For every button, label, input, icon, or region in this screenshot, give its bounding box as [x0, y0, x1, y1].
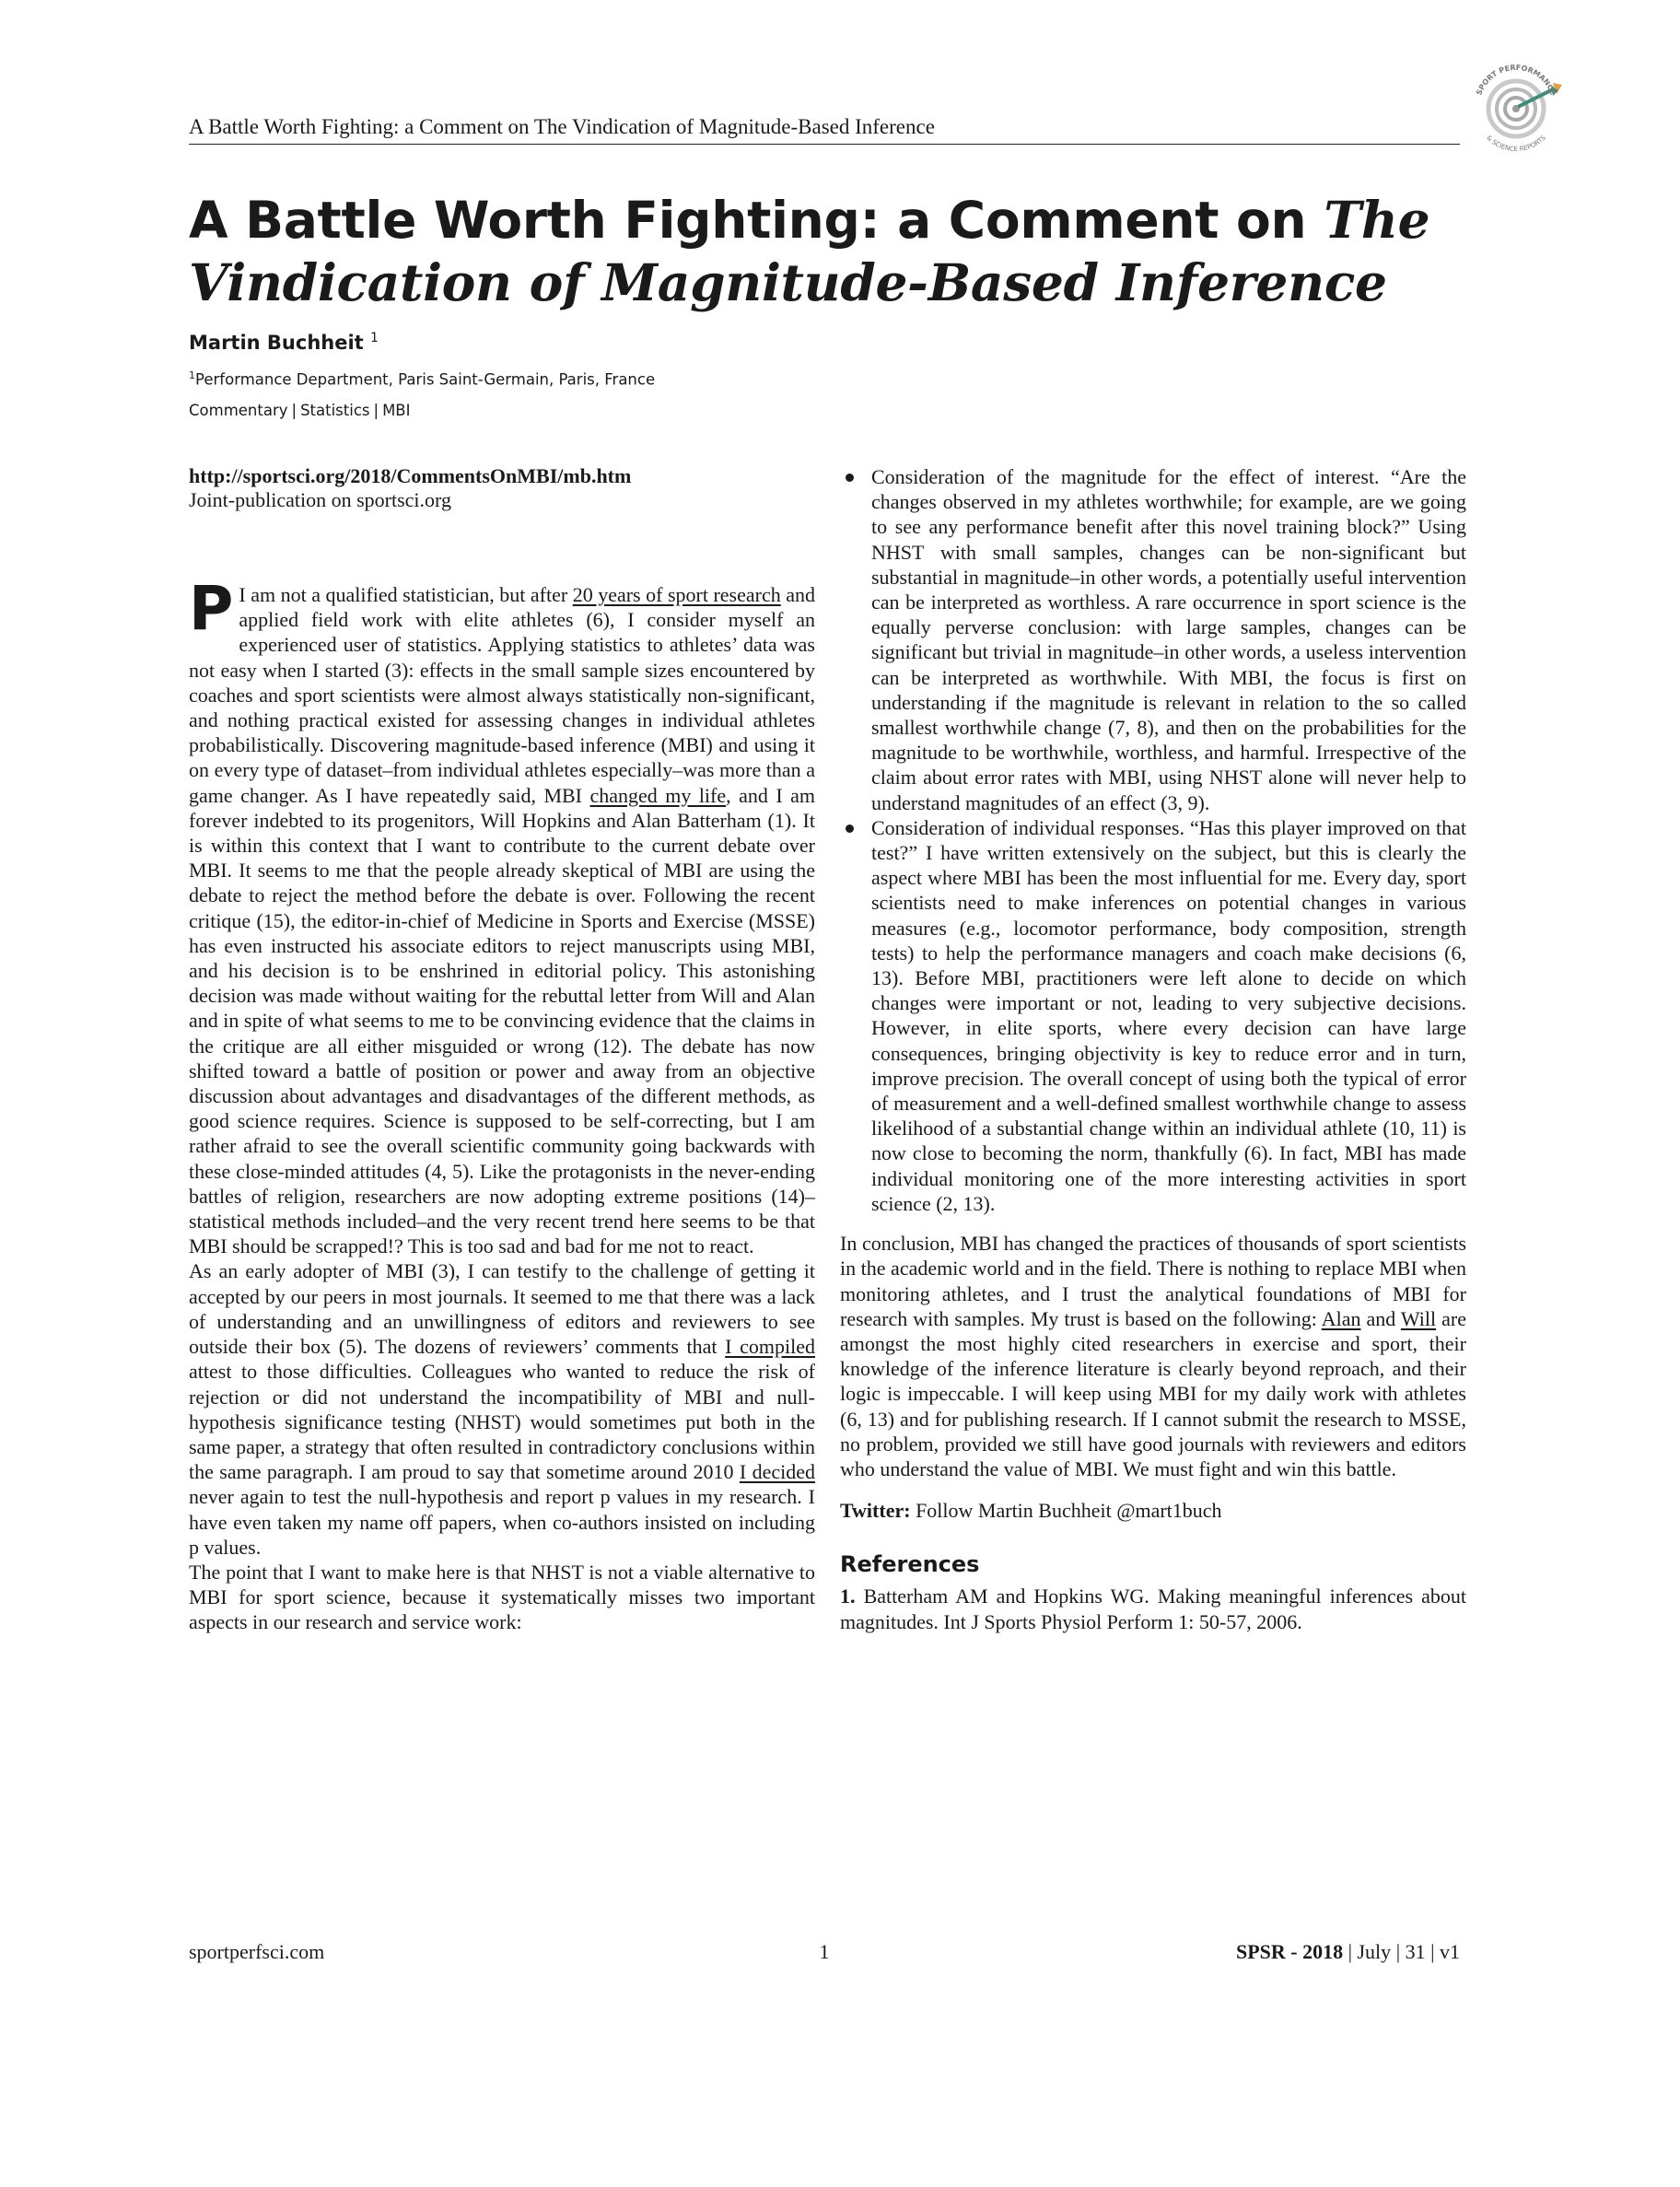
running-header	[189, 112, 1460, 145]
link-i-decided[interactable]: I decided	[739, 1460, 816, 1484]
logo-text-top: SPORT PERFORMANCE	[1475, 63, 1558, 97]
drop-cap: P	[189, 573, 234, 644]
right-column	[840, 464, 1466, 1634]
reference-item: 1. Batterham AM and Hopkins WG. Making meaningful inferences about magnitudes. Int J Sports Physiol Perform 1: 50-57, 2006.	[840, 1585, 1466, 1633]
paragraph-point: The point that I want to make here is that NHST is not a viable alternative to MBI for sport science, because it systematically misses two important aspects in our research and service work:	[189, 1560, 815, 1634]
page-number: 1	[819, 1940, 830, 1963]
joint-publication: Joint-publication on sportsci.org	[189, 488, 451, 511]
twitter-line	[840, 1498, 1466, 1523]
article-url[interactable]: http://sportsci.org/2018/CommentsOnMBI/mb.htm	[189, 464, 632, 487]
twitter-label: Twitter:	[840, 1499, 911, 1523]
paragraph-intro: P I am not a qualified statistician, but after 20 years of sport research and applied field work with elite athletes (6), I consider myself an experienced user of statistics. Applying statistics to athletes’ data was not easy when I started (3): effects in the small sample sizes encountered by coaches and sport scientists were almost always statistically non-significant, and nothing practical existed for assessing changes in individual athletes probabilistically. Discovering magnitude-based inference (MBI) and using it on every type of dataset–from individual athletes especially–was more than a game changer. As I have repeatedly said, MBI changed my life, and I am forever indebted to its progenitors, Will Hopkins and Alan Batterham (1). It is within this context that I want to contribute to the current debate over MBI. It seems to me that the people already skeptical of MBI are using the debate to reject the method before the debate is over. Following the recent critique (15), the editor-in-chief of Medicine in Sports and Exercise (MSSE) has even instructed his associate editors to reject manuscripts using MBI, and his decision is to be enshrined in editorial policy. This astonishing decision was made without waiting for the rebuttal letter from Will and Alan and in spite of what seems to me to be convincing evidence that the claims in the critique are all either misguided or wrong (12). The debate has now shifted toward a battle of position or power and away from an objective discussion about advantages and disadvantages of the different methods, as good science requires. Science is supposed to be self-correcting, but I am rather afraid to see the overall scientific community going backwards with these close-minded attitudes (4, 5). Like the protagonists in the never-ending battles of religion, researchers are now adopting extreme positions (14)–statistical methods included–and the very recent trend here seems to be that MBI should be scrapped!? This is too sad and bad for me not to react.	[189, 573, 816, 1258]
author-name: Martin Buchheit	[189, 332, 364, 354]
footer-journal-info: SPSR - 2018 | July | 31 | v1	[1235, 1940, 1460, 1963]
title-plain: A Battle Worth Fighting: a Comment on	[189, 191, 1307, 250]
link-i-compiled[interactable]: I compiled	[725, 1335, 815, 1359]
paragraph-conclusion: In conclusion, MBI has changed the practices of thousands of sport scientists in the academic world and in the field. There is nothing to replace MBI when monitoring athletes, and I trust the analytical foundations of MBI for research with samples. My trust is based on the following: Alan and Will are amongst the most highly cited researchers in exercise and sport, their knowledge of the inference literature is clearly beyond reproach, and their logic is impeccable. I will keep using MBI for my daily work with athletes (6, 13) and for publishing research. If I cannot submit the research to MSSE, no problem, provided we still have good journals with reviewers and editors who understand the value of MBI. We must fight and win this battle.	[840, 1232, 1466, 1480]
references-heading: References	[840, 1551, 980, 1578]
keyword: MBI	[382, 402, 411, 419]
keyword: Statistics	[300, 402, 370, 419]
affiliation	[189, 365, 655, 392]
affiliation-mark: 1	[189, 369, 195, 381]
bullet-list	[840, 464, 1466, 1216]
twitter-text[interactable]: Follow Martin Buchheit @mart1buch	[910, 1499, 1222, 1523]
author-line	[189, 324, 379, 357]
article-title	[189, 189, 1478, 314]
footer-site[interactable]: sportperfsci.com	[189, 1940, 325, 1963]
title-italic: The Vindication of Magnitude-Based Inference	[189, 190, 1430, 312]
journal-logo-icon	[1466, 57, 1566, 157]
page-footer	[189, 1938, 1460, 1966]
affiliation-text: Performance Department, Paris Saint-Germain, Paris, France	[195, 370, 656, 389]
list-item: Consideration of the magnitude for the effect of interest. “Are the changes observed in my athletes worthwhile; for example, are we going to see any performance benefit after this novel training block?” Using NHST with small samples, changes can be non-significant but substantial in magnitude–in other words, a potentially useful intervention can be interpreted as worthless. A rare occurrence in sport science is the equally perverse conclusion: with large samples, changes can be significant but trivial in magnitude–in other words, a useless intervention can be interpreted as worthwhile. With MBI, the focus is first on understanding if the magnitude is relevant in relation to the so called smallest worthwhile change (7, 8), and then on the probabilities for the magnitude to be worthwhile, worthless, and harmful. Irrespective of the claim about error rates with MBI, using NHST alone will never help to understand magnitudes of an effect (3, 9).	[840, 464, 1466, 815]
link-20-years[interactable]: 20 years of sport research	[572, 583, 781, 606]
keywords: Commentary | Statistics | MBI	[189, 402, 411, 419]
running-title: A Battle Worth Fighting: a Comment on The Vindication of Magnitude-Based Inference	[189, 115, 935, 138]
link-changed-my-life[interactable]: changed my life	[589, 783, 727, 807]
logo-text-bottom: & SCIENCE REPORTS	[1485, 134, 1547, 154]
link-will[interactable]: Will	[1400, 1306, 1437, 1330]
left-column	[189, 464, 815, 1635]
paragraph-early-adopter: As an early adopter of MBI (3), I can testify to the challenge of getting it accepted by our peers in most journals. It seemed to me that there was a lack of understanding and an unwillingness of editors and reviewers to see outside their box (5). The dozens of reviewers’ comments that I compiled attest to those difficulties. Colleagues who wanted to reduce the risk of rejection or did not understand the incompatibility of MBI and null-hypothesis significance testing (NHST) would sometimes put both in the same paper, a strategy that often resulted in contradictory conclusions within the same paragraph. I am proud to say that sometime around 2010 I decided never again to test the null-hypothesis and report p values in my research. I have even taken my name off papers, when co-authors insisted on including p values.	[189, 1259, 816, 1559]
list-item: Consideration of individual responses. “Has this player improved on that test?” I have written extensively on the subject, but this is clearly the aspect where MBI has been the most influential for me. Every day, sport scientists need to make inferences on potential changes in various measures (e.g., locomotor performance, body composition, strength tests) to help the performance managers and coach make decisions (6, 13). Before MBI, practitioners were left alone to decide on which changes were important or not, leading to very subjective decisions. However, in elite sports, where every decision can have large consequences, bringing objectivity is key to reduce error and in turn, improve precision. The overall concept of using both the typical of error of measurement and a well-defined smallest worthwhile change to assess likelihood of a substantial change within an individual athlete (10, 11) is now close to becoming the norm, thankfully (6). In fact, MBI has made individual monitoring one of the more interesting activities in sport science (2, 13).	[840, 815, 1466, 1216]
author-affil-mark: 1	[370, 331, 379, 345]
keyword: Commentary	[189, 402, 288, 419]
link-alan[interactable]: Alan	[1321, 1306, 1361, 1330]
